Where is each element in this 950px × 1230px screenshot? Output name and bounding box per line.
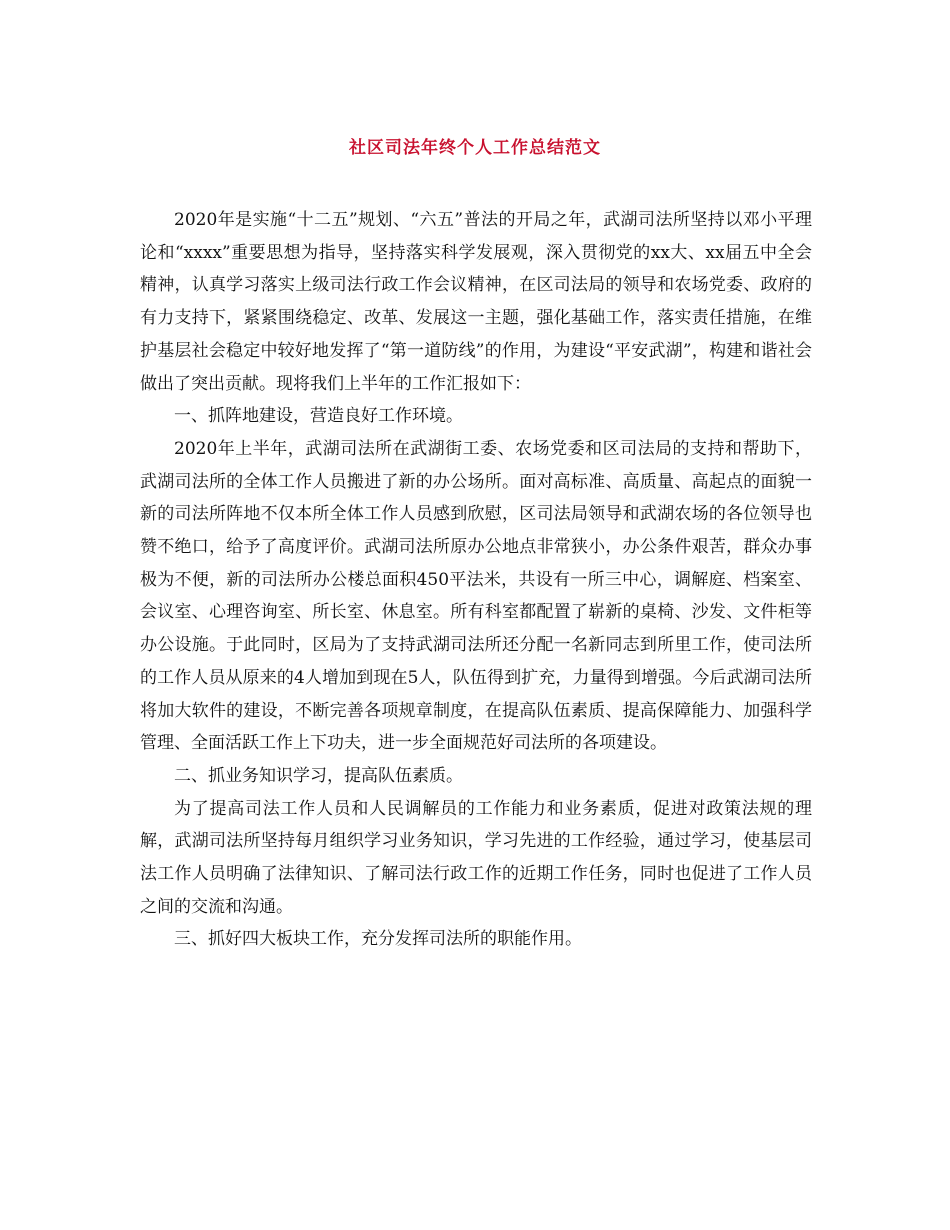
paragraph-intro: 2020年是实施“十二五”规划、“六五”普法的开局之年，武湖司法所坚持以邓小平理论和“xxxx”重要思想为指导，坚持落实科学发展观，深入贯彻党的xx大、xx届五中全会精神，认真学习落实上级司法行政工作会议精神，在区司法局的领导和农场党委、政府的有力支持下，紧紧围绕稳定、改革、发展这一主题，强化基础工作，落实责任措施，在维护基层社会稳定中较好地发挥了“第一道防线”的作用，为建设“平安武湖”，构建和谐社会做出了突出贡献。现将我们上半年的工作汇报如下： — [140, 210, 812, 394]
document-body — [140, 204, 812, 956]
paragraph-section-2: 为了提高司法工作人员和人民调解员的工作能力和业务素质，促进对政策法规的理解，武湖司法所坚持每月组织学习业务知识，学习先进的工作经验，通过学习，使基层司法工作人员明确了法律知识、了解司法行政工作的近期工作任务，同时也促进了工作人员之间的交流和沟通。 — [140, 798, 812, 917]
section-heading-2: 二、抓业务知识学习，提高队伍素质。 — [174, 765, 463, 786]
section-heading-3: 三、抓好四大板块工作，充分发挥司法所的职能作用。 — [174, 929, 582, 950]
paragraph-section-1: 2020年上半年，武湖司法所在武湖街工委、农场党委和区司法局的支持和帮助下，武湖司法所的全体工作人员搬进了新的办公场所。面对高标准、高质量、高起点的面貌一新的司法所阵地不仅本所全体工作人员感到欣慰，区司法局领导和武湖农场的各位领导也赞不绝口，给予了高度评价。武湖司法所原办公地点非常狭小，办公条件艰苦，群众办事极为不便，新的司法所办公楼总面积450平法米，共设有一所三中心，调解庭、档案室、会议室、心理咨询室、所长室、休息室。所有科室都配置了崭新的桌椅、沙发、文件柜等办公设施。于此同时，区局为了支持武湖司法所还分配一名新同志到所里工作，使司法所的工作人员从原来的4人增加到现在5人，队伍得到扩充，力量得到增强。今后武湖司法所将加大软件的建设，不断完善各项规章制度，在提高队伍素质、提高保障能力、加强科学管理、全面活跃工作上下功夫，进一步全面规范好司法所的各项建设。 — [140, 438, 812, 754]
document-title: 社区司法年终个人工作总结范文 — [349, 138, 601, 158]
section-heading-1: 一、抓阵地建设，营造良好工作环境。 — [174, 406, 463, 427]
